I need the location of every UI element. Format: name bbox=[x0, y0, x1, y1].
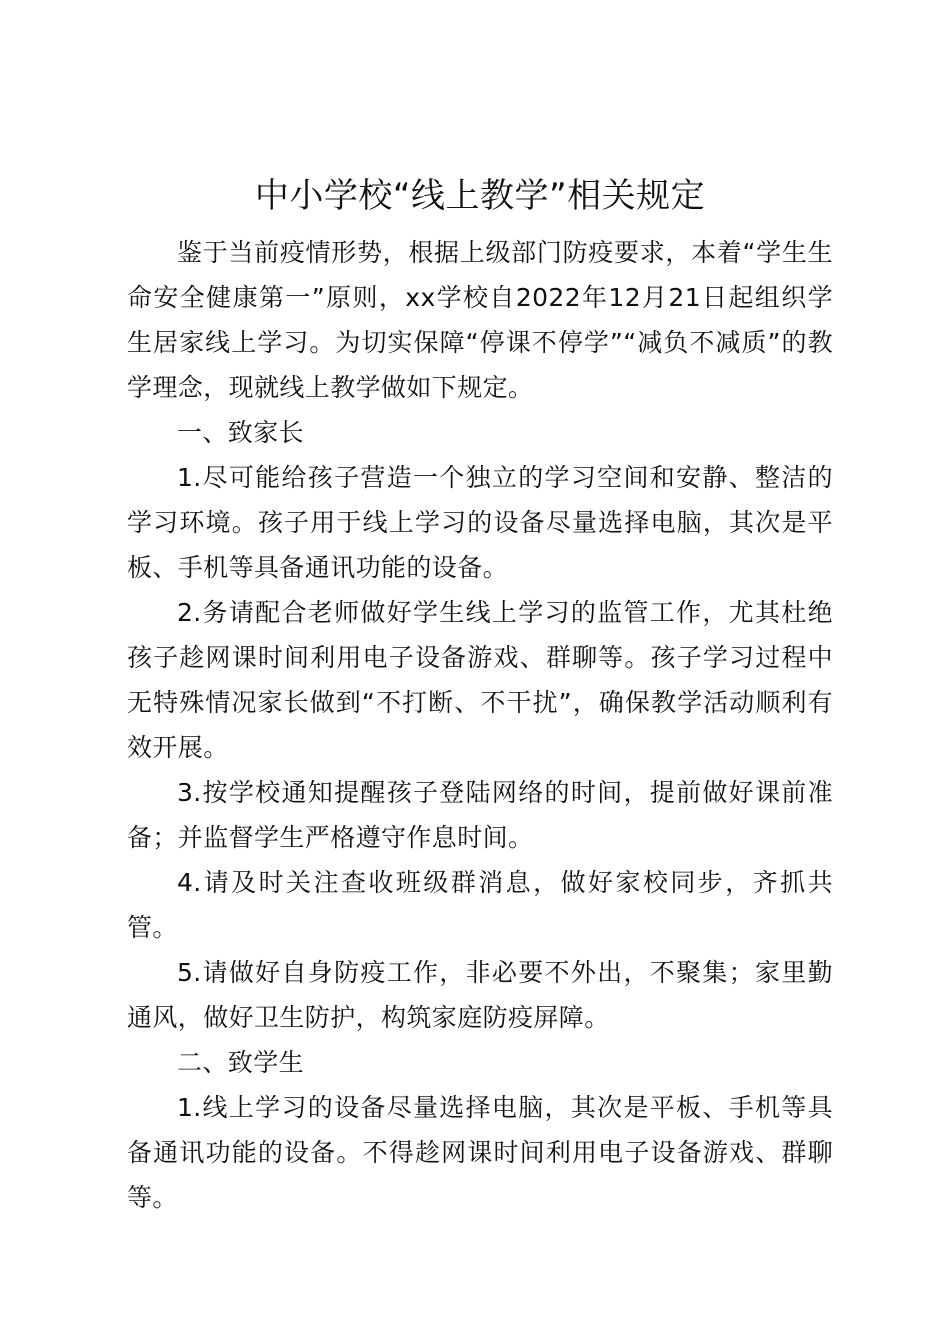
parent-item-4: 4.请及时关注查收班级群消息，做好家校同步，齐抓共管。 bbox=[127, 868, 833, 942]
section-heading-parents: 一、致家长 bbox=[177, 418, 305, 447]
parent-item-2: 2.务请配合老师做好学生线上学习的监管工作，尤其杜绝孩子趁网课时间利用电子设备游戏、群聊等。孩子学习过程中无特殊情况家长做到“不打断、不干扰”，确保教学活动顺利有效开展。 bbox=[127, 598, 833, 762]
parent-item-5: 5.请做好自身防疫工作，非必要不外出，不聚集；家里勤通风，做好卫生防护，构筑家庭防疫屏障。 bbox=[127, 958, 833, 1032]
parent-item-3: 3.按学校通知提醒孩子登陆网络的时间，提前做好课前准备；并监督学生严格遵守作息时间。 bbox=[127, 778, 833, 852]
intro-paragraph: 鉴于当前疫情形势，根据上级部门防疫要求，本着“学生生命安全健康第一”原则，xx学校自2022年12月21日起组织学生居家线上学习。为切实保障“停课不停学”“减负不减质”的教学理念，现就线上教学做如下规定。 bbox=[127, 238, 833, 402]
parent-item-1: 1.尽可能给孩子营造一个独立的学习空间和安静、整洁的学习环境。孩子用于线上学习的设备尽量选择电脑，其次是平板、手机等具备通讯功能的设备。 bbox=[127, 463, 833, 582]
document-body bbox=[127, 170, 833, 1220]
student-item-1: 1.线上学习的设备尽量选择电脑，其次是平板、手机等具备通讯功能的设备。不得趁网课时间利用电子设备游戏、群聊等。 bbox=[127, 1093, 833, 1212]
document-title: 中小学校“线上教学”相关规定 bbox=[254, 176, 706, 216]
section-heading-students: 二、致学生 bbox=[177, 1048, 305, 1077]
